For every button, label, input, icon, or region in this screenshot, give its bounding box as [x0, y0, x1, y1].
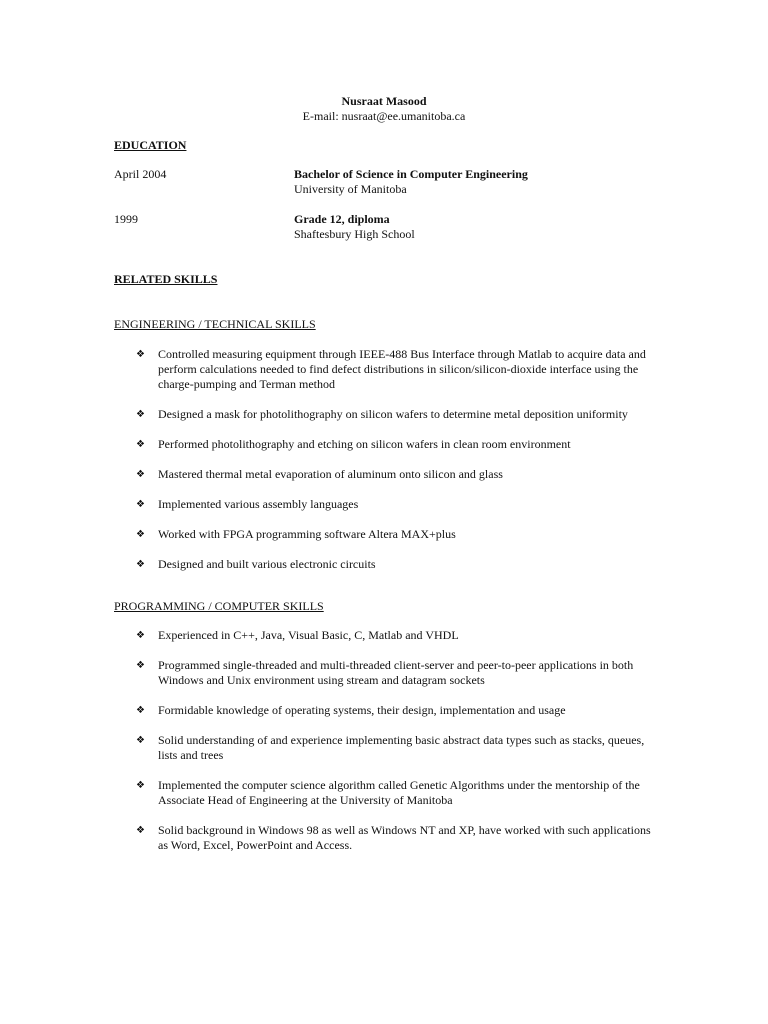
diamond-bullet-icon: ❖ [136, 529, 145, 540]
skill-text: Designed a mask for photolithography on silicon wafers to determine metal deposition uniformity [158, 407, 628, 421]
skill-text: Performed photolithography and etching on silicon wafers in clean room environment [158, 437, 571, 451]
diamond-bullet-icon: ❖ [136, 499, 145, 510]
skill-text: Implemented the computer science algorithm called Genetic Algorithms under the mentorship of the Associate Head of Engineering at the University of Manitoba [158, 778, 640, 807]
programming-skills-heading: PROGRAMMING / COMPUTER SKILLS [114, 599, 324, 613]
skill-text: Solid understanding of and experience implementing basic abstract data types such as stacks, queues, lists and trees [158, 733, 645, 762]
education-date: April 2004 [114, 167, 167, 181]
programming-skills-list [136, 628, 656, 868]
diamond-bullet-icon: ❖ [136, 780, 145, 791]
skill-text: Worked with FPGA programming software Altera MAX+plus [158, 527, 456, 541]
education-degree: Bachelor of Science in Computer Engineering [294, 167, 528, 181]
skill-text: Experienced in C++, Java, Visual Basic, C, Matlab and VHDL [158, 628, 459, 642]
diamond-bullet-icon: ❖ [136, 735, 145, 746]
list-item [136, 628, 656, 643]
diamond-bullet-icon: ❖ [136, 469, 145, 480]
list-item [136, 823, 656, 853]
diamond-bullet-icon: ❖ [136, 825, 145, 836]
education-institution: Shaftesbury High School [294, 227, 415, 241]
list-item [136, 437, 656, 452]
skill-text: Mastered thermal metal evaporation of aluminum onto silicon and glass [158, 467, 503, 481]
engineering-skills-list [136, 347, 656, 587]
related-skills-heading: RELATED SKILLS [114, 272, 218, 286]
candidate-email: E-mail: nusraat@ee.umanitoba.ca [302, 109, 466, 123]
education-date: 1999 [114, 212, 138, 226]
diamond-bullet-icon: ❖ [136, 349, 145, 360]
skill-text: Implemented various assembly languages [158, 497, 359, 511]
list-item [136, 658, 656, 688]
education-degree: Grade 12, diploma [294, 212, 390, 226]
skill-text: Designed and built various electronic circuits [158, 557, 376, 571]
list-item [136, 407, 656, 422]
list-item [136, 497, 656, 512]
engineering-skills-heading: ENGINEERING / TECHNICAL SKILLS [114, 317, 316, 331]
candidate-name: Nusraat Masood [341, 94, 427, 108]
education-detail [294, 167, 674, 197]
education-detail [294, 212, 674, 242]
skill-text: Programmed single-threaded and multi-threaded client-server and peer-to-peer applications in both Windows and Unix environment using stream and datagram sockets [158, 658, 634, 687]
diamond-bullet-icon: ❖ [136, 559, 145, 570]
list-item [136, 557, 656, 572]
skill-text: Controlled measuring equipment through IEEE-488 Bus Interface through Matlab to acquire data and perform calculations needed to find defect distributions in silicon/silicon-dioxide interface using the charge-pumping and Terman method [158, 347, 646, 391]
diamond-bullet-icon: ❖ [136, 660, 145, 671]
skill-text: Solid background in Windows 98 as well as Windows NT and XP, have worked with such applications as Word, Excel, PowerPoint and Access. [158, 823, 651, 852]
list-item [136, 778, 656, 808]
diamond-bullet-icon: ❖ [136, 439, 145, 450]
diamond-bullet-icon: ❖ [136, 409, 145, 420]
education-heading: EDUCATION [114, 138, 187, 152]
resume-header [0, 94, 768, 124]
list-item [136, 527, 656, 542]
list-item [136, 467, 656, 482]
list-item [136, 703, 656, 718]
list-item [136, 733, 656, 763]
diamond-bullet-icon: ❖ [136, 630, 145, 641]
diamond-bullet-icon: ❖ [136, 705, 145, 716]
skill-text: Formidable knowledge of operating systems, their design, implementation and usage [158, 703, 566, 717]
education-institution: University of Manitoba [294, 182, 407, 196]
list-item [136, 347, 656, 392]
